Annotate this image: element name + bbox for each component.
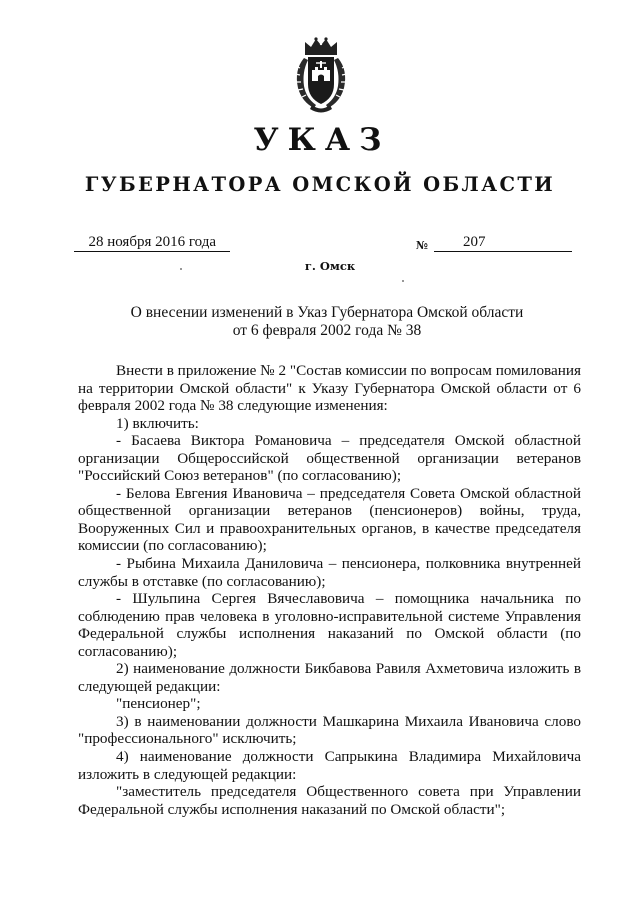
subject-line: О внесении изменений в Указ Губернатора Омской области xyxy=(130,304,524,321)
paragraph: 1) включить: xyxy=(116,414,199,432)
document-title: УКАЗ xyxy=(253,122,391,158)
coat-of-arms-icon xyxy=(292,36,350,114)
document-body xyxy=(78,362,581,818)
paragraph: 2) наименование должности Бикбавова Равиля Ахметовича изложить в следующей редакции: xyxy=(78,660,581,695)
paragraph: 4) наименование должности Сапрыкина Владимира Михайловича изложить в следующей редакции: xyxy=(78,748,581,783)
document-subject xyxy=(0,304,640,339)
scan-speck xyxy=(402,280,404,282)
number-label: № xyxy=(416,239,428,252)
document-issuer: ГУБЕРНАТОРА ОМСКОЙ ОБЛАСТИ xyxy=(84,173,556,196)
document-date: 28 ноября 2016 года xyxy=(74,233,230,252)
paragraph: - Басаева Виктора Романовича – председателя Омской областной организации Общероссийской общественной организации ветеранов "Российский Союз ветеранов" (по согласованию); xyxy=(78,432,581,485)
document-city: г. Омск xyxy=(304,259,356,273)
scan-speck xyxy=(180,268,182,270)
paragraph: "заместитель председателя Общественного совета при Управлении Федеральной службы исполнения наказаний по Омской области"; xyxy=(78,783,581,818)
paragraph: 3) в наименовании должности Машкарина Михаила Ивановича слово "профессионального" исключить; xyxy=(78,712,581,748)
paragraph: - Шульпина Сергея Вячеславовича – помощника начальника по соблюдению прав человека в уголовно-исправительной системе Управления Федеральной службы исполнения наказаний по Омской области (по согласованию); xyxy=(78,590,581,660)
paragraph: Внести в приложение № 2 "Состав комиссии по вопросам помилования на территории Омской области" к Указу Губернатора Омской области от 6 февраля 2002 года № 38 следующие изменения: xyxy=(78,362,581,415)
paragraph: - Рыбина Михаила Даниловича – пенсионера, полковника внутренней службы в отставке (по согласованию); xyxy=(78,555,581,590)
paragraph: - Белова Евгения Ивановича – председателя Совета Омской областной общественной организации ветеранов (пенсионеров) войны, труда, Вооруженных Сил и правоохранительных органов, в качестве председателя комиссии (по согласованию); xyxy=(78,484,581,555)
document-number: 207 xyxy=(434,233,572,252)
paragraph: "пенсионер"; xyxy=(116,695,201,713)
subject-line: от 6 февраля 2002 года № 38 xyxy=(232,321,422,339)
